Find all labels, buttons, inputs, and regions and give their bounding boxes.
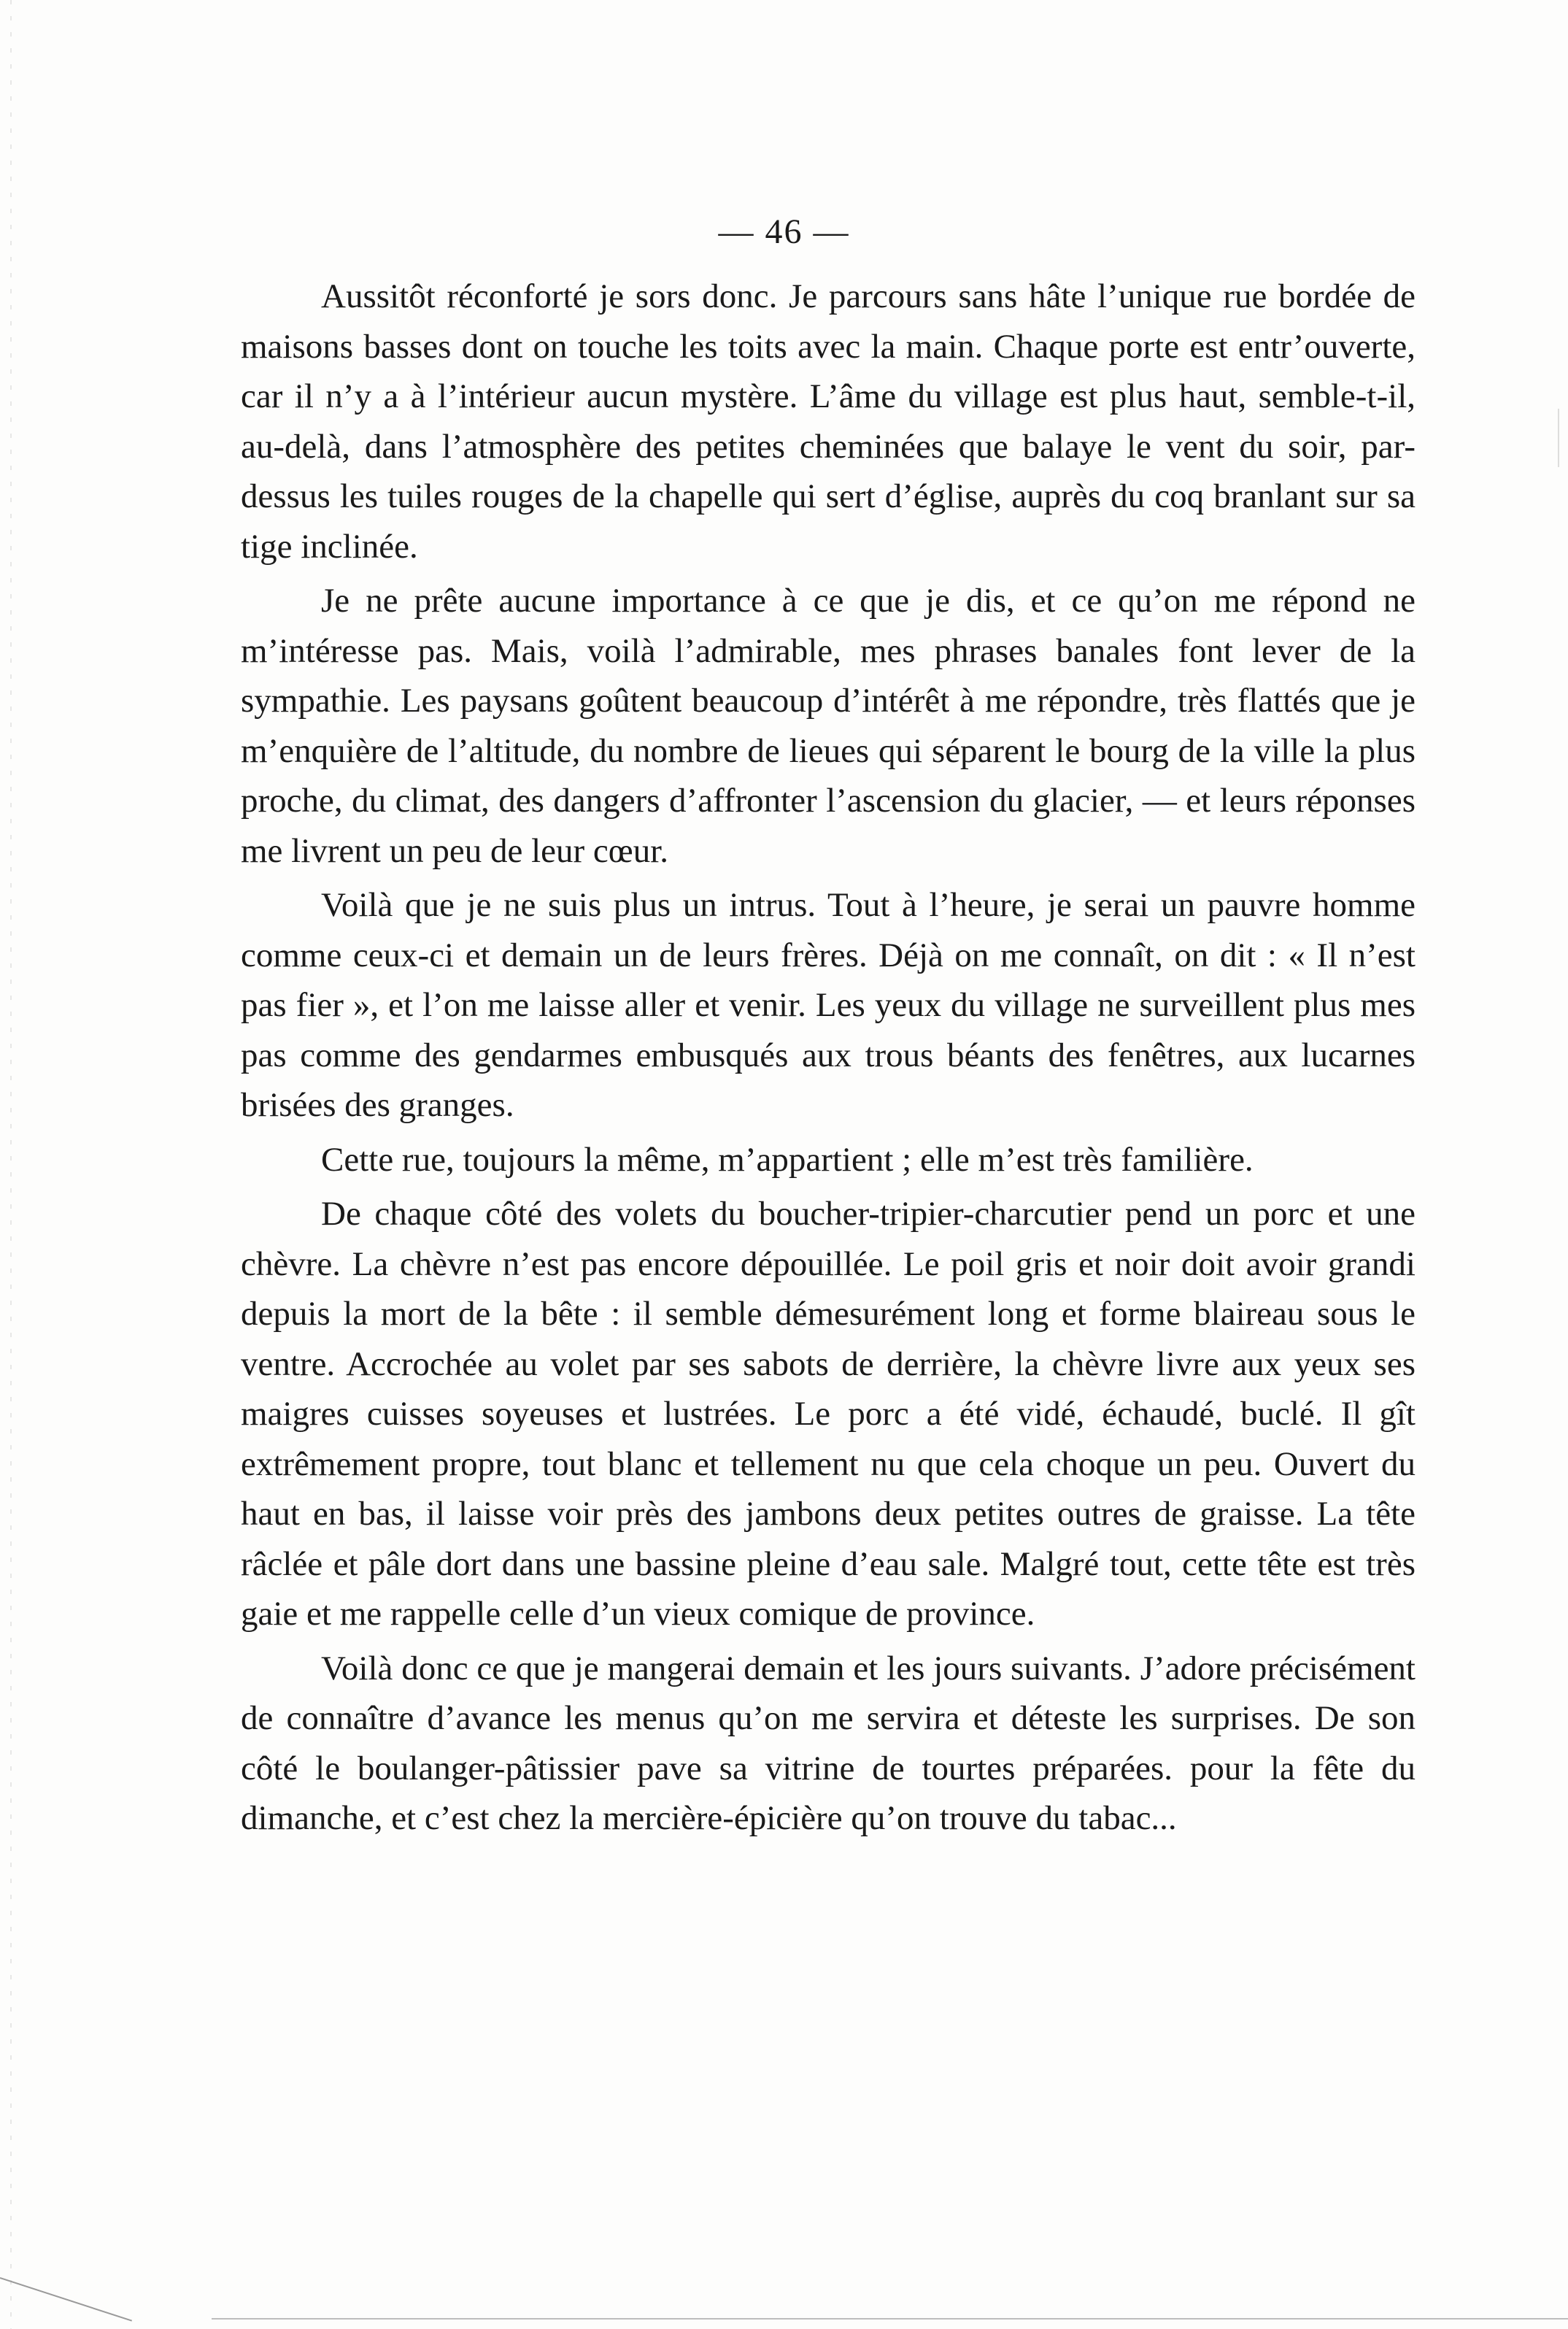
paragraph: Voilà que je ne suis plus un intrus. Tout à l’heure, je serai un pauvre homme comme ceux-ci et demain un de leurs frères. Déjà on me connaît, on dit : « Il n’est pas fier », et l’on me laisse aller et venir. Les yeux du village ne surveillent plus mes pas comme des gendarmes embusqués aux trous béants des fenêtres, aux lucarnes brisées des granges.	[241, 886, 1416, 1124]
paragraph: Aussitôt réconforté je sors donc. Je parcours sans hâte l’unique rue bordée de maisons basses dont on touche les toits avec la main. Chaque porte est entr’ouverte, car il n’y a à l’intérieur aucun mystère. L’âme du village est plus haut, semble-t-il, au-delà, dans l’atmosphère des petites cheminées que balaye le vent du soir, par-dessus les tuiles rouges de la chapelle qui sert d’église, auprès du coq branlant sur sa tige inclinée.	[241, 277, 1416, 566]
paragraph: Je ne prête aucune importance à ce que je dis, et ce qu’on me répond ne m’intéresse pas. Mais, voilà l’admirable, mes phrases banales font lever de la sympathie. Les paysans goûtent beaucoup d’intérêt à me répondre, très flattés que je m’enquière de l’altitude, du nombre de lieues qui séparent le bourg de la ville la plus proche, du climat, des dangers d’affronter l’ascension du glacier, — et leurs réponses me livrent un peu de leur cœur.	[241, 582, 1416, 870]
body-text	[241, 272, 1416, 1848]
paragraph: Voilà donc ce que je mangerai demain et les jours suivants. J’adore précisément de connaître d’avance les menus qu’on me servira et déteste les surprises. De son côté le boulanger-pâtissier pave sa vitrine de tourtes préparées. pour la fête du dimanche, et c’est chez la mercière-épicière qu’on trouve du tabac...	[241, 1649, 1416, 1837]
page-number: — 46 —	[718, 212, 850, 251]
scan-left-edge-artifact	[10, 0, 12, 2329]
paragraph: Cette rue, toujours la même, m’appartient ; elle m’est très familière.	[321, 1140, 1254, 1179]
scan-bottom-edge	[212, 2318, 1568, 2320]
scan-right-edge-artifact	[1558, 409, 1559, 467]
paragraph: De chaque côté des volets du boucher-tripier-charcutier pend un porc et une chèvre. La chèvre n’est pas encore dépouillée. Le poil gris et noir doit avoir grandi depuis la mort de la bête : il semble démesurément long et forme blaireau sous le ventre. Accrochée au volet par ses sabots de derrière, la chèvre livre aux yeux ses maigres cuisses soyeuses et lustrées. Le porc a été vidé, échaudé, buclé. Il gît extrêmement propre, tout blanc et tellement nu que cela choque un peu. Ouvert du haut en bas, il laisse voir près des jambons deux petites outres de graisse. La tête râclée et pâle dort dans une bassine pleine d’eau sale. Malgré tout, cette tête est très gaie et me rappelle celle d’un vieux comique de province.	[241, 1195, 1416, 1633]
scan-corner-artifact	[0, 2277, 132, 2322]
